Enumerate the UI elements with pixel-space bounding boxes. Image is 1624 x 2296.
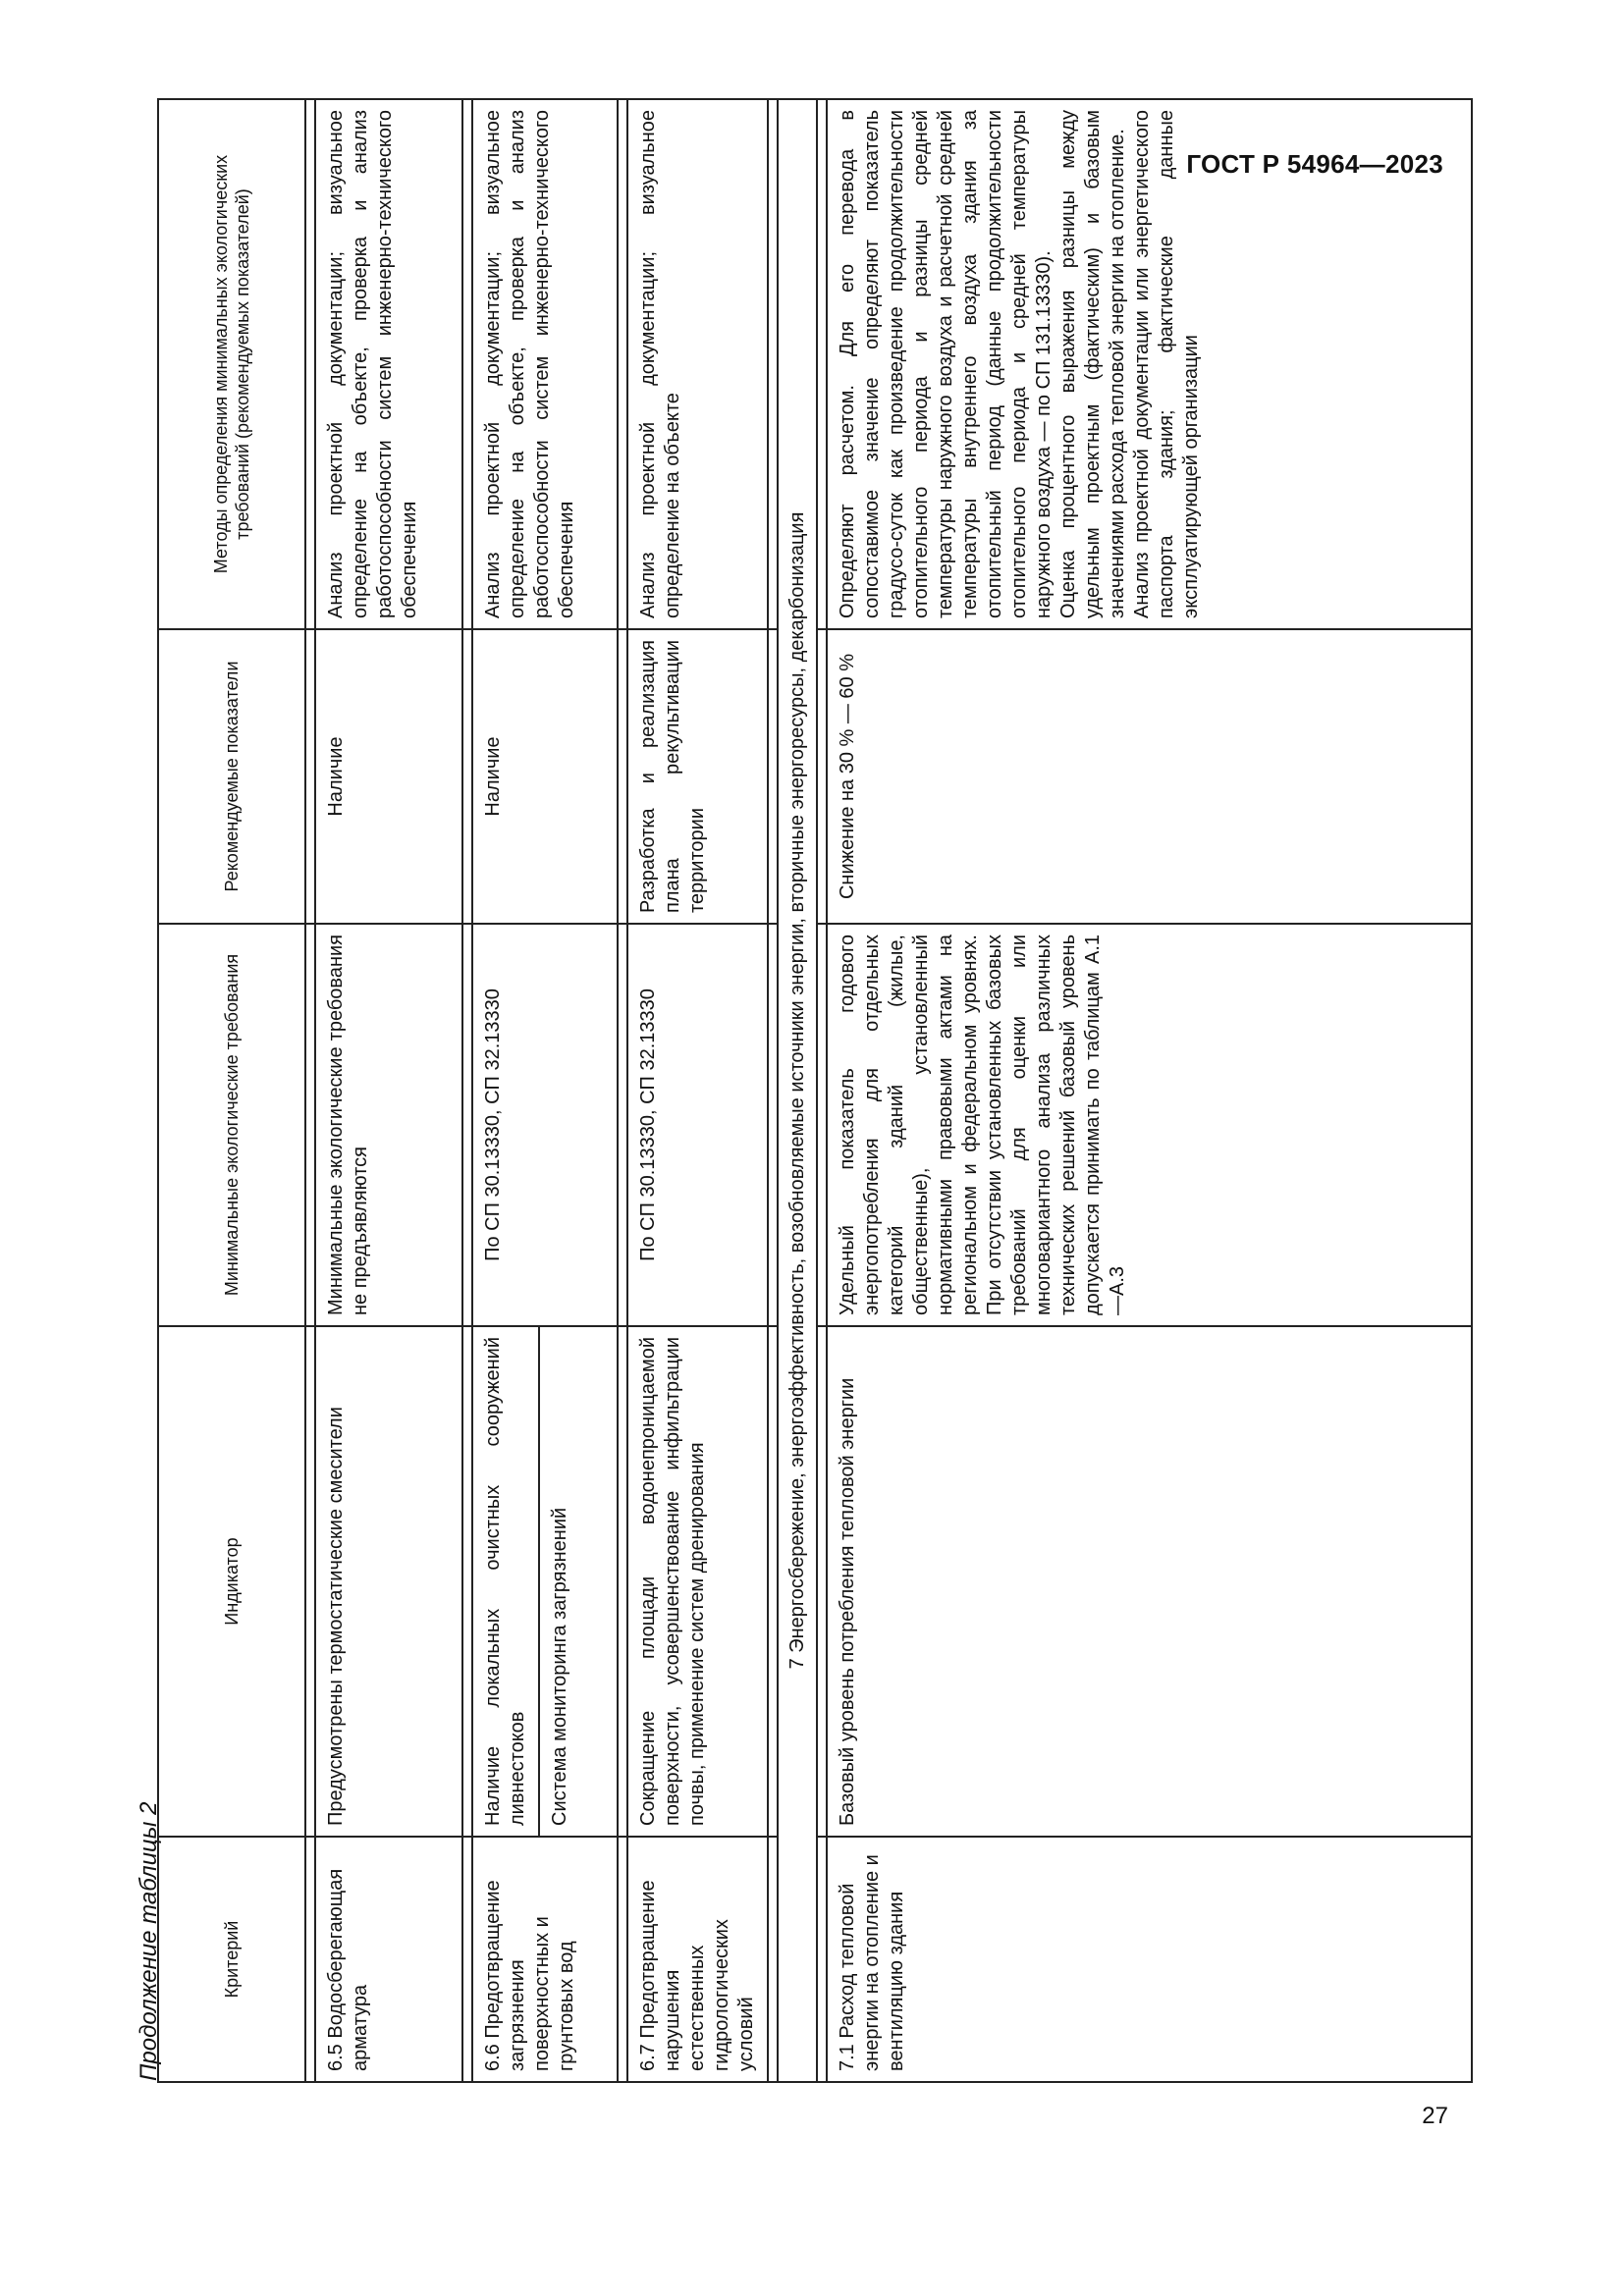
section-title: 7 Энергосбережение, энергоэффективность, возобновляемые источники энергии, вторичные энергоресурсы, декарбонизация <box>778 99 817 2082</box>
cell-methods: Анализ проектной документации; визуальное определение на объекте, проверка и анализ работоспособности систем инженерно-технического обеспечения <box>472 99 618 629</box>
col-header-criterion: Критерий <box>158 1837 305 2082</box>
table-row <box>472 99 539 2082</box>
cell-recommended: Разработка и реализация плана рекультивации территории <box>627 629 768 924</box>
cell-methods: Анализ проектной документации; визуальное определение на объекте, проверка и анализ работоспособности систем инженерно-технического обеспечения <box>315 99 462 629</box>
methods-paragraph: Оценка процентного выражения разницы между удельным проектным (фактическим) и базовым значениями расхода тепловой энергии на отопление. <box>1057 110 1128 618</box>
cell-indicator: Предусмотрены термостатические смесители <box>315 1326 462 1837</box>
cell-recommended: Наличие <box>472 629 618 924</box>
methods-paragraph: Определяют расчетом. Для его перевода в сопоставимое значение определяют показатель градусо-суток как произведение продолжительности отопительного периода и разницы средней температуры наружного воздуха и расчетной средней температуры внутреннего воздуха здания за отопительный период (данные продолжительности отопительного периода и средней температуры наружного воздуха — по СП 131.13330). <box>837 110 1055 618</box>
cell-min-requirements: Удельный показатель годового энергопотребления для отдельных категорий зданий (жилые, общественные), установленный нормативными правовыми актами на региональном и федеральном уровнях. При отсутствии установленных базовых требований для оценки или многовариантного анализа различных технических решений базовый уровень допускается принимать по таблицам А.1—А.3 <box>827 924 1472 1326</box>
table-header-row <box>158 99 305 2082</box>
table-row <box>315 99 462 2082</box>
cell-criterion: 7.1 Расход тепловой энергии на отопление и вентиляцию здания <box>827 1837 1472 2082</box>
col-header-min-requirements: Минимальные экологические требования <box>158 924 305 1326</box>
table-caption: Продолжение таблицы 2 <box>135 1801 162 2081</box>
cell-min-requirements: Минимальные экологические требования не предъявляются <box>315 924 462 1326</box>
methods-paragraph: Анализ проектной документации или энергетического паспорта здания; фактические данные эксплуатирующей организации <box>1131 110 1202 618</box>
cell-indicator: Сокращение площади водонепроницаемой поверхности, усовершенствование инфильтрации почвы, применение систем дренирования <box>627 1326 768 1837</box>
cell-indicator: Базовый уровень потребления тепловой энергии <box>827 1326 1472 1837</box>
requirements-table <box>157 98 1473 2083</box>
section-row <box>778 99 817 2082</box>
cell-min-requirements: По СП 30.13330, СП 32.13330 <box>472 924 618 1326</box>
col-header-indicator: Индикатор <box>158 1326 305 1837</box>
page-number: 27 <box>1422 2103 1448 2129</box>
cell-min-requirements: По СП 30.13330, СП 32.13330 <box>627 924 768 1326</box>
cell-indicator: Система мониторинга загрязнений <box>539 1326 618 1837</box>
rotated-table <box>157 100 1473 2083</box>
cell-recommended: Снижение на 30 % — 60 % <box>827 629 1472 924</box>
table-row <box>627 99 768 2082</box>
cell-indicator: Наличие локальных очистных сооружений ливнестоков <box>472 1326 539 1837</box>
table-row <box>827 99 1472 2082</box>
cell-methods: Анализ проектной документации; визуальное определение на объекте <box>627 99 768 629</box>
cell-criterion: 6.7 Предотвращение нарушения естественных гидрологических условий <box>627 1837 768 2082</box>
col-header-recommended: Рекомендуемые показатели <box>158 629 305 924</box>
standard-code: ГОСТ Р 54964—2023 <box>1186 149 1443 179</box>
cell-recommended: Наличие <box>315 629 462 924</box>
cell-methods <box>827 99 1472 629</box>
cell-criterion: 6.5 Водосберегающая арматура <box>315 1837 462 2082</box>
col-header-methods: Методы определения минимальных экологических требований (рекомендуемых показателей) <box>158 99 305 629</box>
cell-criterion: 6.6 Предотвращение загрязнения поверхностных и грунтовых вод <box>472 1837 618 2082</box>
